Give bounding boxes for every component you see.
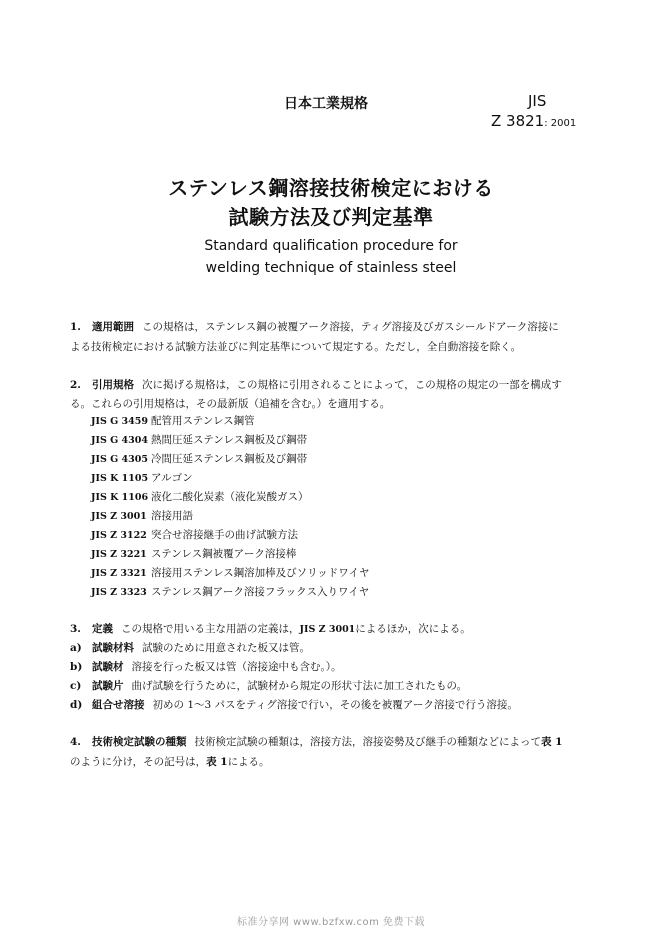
reference-code: JIS K 1106 <box>91 492 149 503</box>
section-1-number: 1. <box>70 321 81 333</box>
title-en-line2: welding technique of stainless steel <box>205 260 457 276</box>
definition-term: 試験片 <box>92 680 124 692</box>
definition-item <box>70 657 518 676</box>
reference-code: JIS G 3459 <box>91 416 148 427</box>
standard-number <box>491 112 576 130</box>
footer-watermark: 标准分享网 www.bzfxw.com 免费下载 <box>237 917 425 928</box>
reference-name: ステンレス鋼被覆アーク溶接棒 <box>151 548 297 560</box>
title-en-line1: Standard qualification procedure for <box>204 238 458 254</box>
section-3-line1 <box>70 619 471 640</box>
standard-year: : 2001 <box>544 118 577 129</box>
section-3-text-b: によるほか，次による。 <box>355 623 471 635</box>
definition-label: b) <box>70 661 83 673</box>
reference-name: 突合せ溶接継手の曲げ試験方法 <box>151 529 298 541</box>
reference-item <box>91 449 369 468</box>
reference-item <box>91 582 369 601</box>
section-4-line2 <box>70 752 270 772</box>
section-2-text2: る。これらの引用規格は，その最新版（追補を含む。）を適用する。 <box>70 398 391 410</box>
reference-item <box>91 468 369 487</box>
title-ja-line1: ステンレス鋼溶接技術検定における <box>168 176 494 200</box>
reference-code: JIS K 1105 <box>91 473 149 484</box>
definition-text: 曲げ試験を行うために，試験材から規定の形状寸法に加工されたもの。 <box>131 680 468 692</box>
reference-name: 溶接用語 <box>151 510 193 522</box>
section-2-heading: 引用規格 <box>92 379 134 391</box>
reference-name: 溶接用ステンレス鋼溶加棒及びソリッドワイヤ <box>151 567 370 579</box>
section-1-heading: 適用範囲 <box>92 321 134 333</box>
section-2-text1: 次に掲げる規格は，この規格に引用されることによって，この規格の規定の一部を構成す <box>142 379 562 391</box>
reference-name: ステンレス鋼アーク溶接フラックス入りワイヤ <box>151 586 370 598</box>
definition-list <box>70 638 518 714</box>
reference-name: 液化二酸化炭素（液化炭酸ガス） <box>151 491 309 503</box>
reference-name: 配管用ステンレス鋼管 <box>151 415 255 427</box>
reference-code: JIS Z 3001 <box>91 511 147 522</box>
definition-label: a) <box>70 642 82 654</box>
section-4-line1 <box>70 732 562 752</box>
definition-item <box>70 638 518 657</box>
section-3-heading: 定義 <box>92 623 113 635</box>
definition-text: 溶接を行った板又は管（溶接途中も含む。）。 <box>131 661 342 673</box>
definition-label: c) <box>70 680 82 692</box>
reference-code: JIS Z 3122 <box>91 530 147 541</box>
section-1-text1: この規格は，ステンレス鋼の被覆アーク溶接，ティグ溶接及びガスシールドアーク溶接に <box>142 321 559 333</box>
reference-item <box>91 544 369 563</box>
reference-name: アルゴン <box>151 472 193 484</box>
section-3-ref: JIS Z 3001 <box>299 624 356 635</box>
definition-item <box>70 695 518 714</box>
section-1-line1 <box>70 317 559 337</box>
definition-text: 初めの 1～3 パスをティグ溶接で行い，その後を被覆アーク溶接で行う溶接。 <box>152 699 518 711</box>
section-1-text2: よる技術検定における試験方法並びに判定基準について規定する。ただし，全自動溶接を除く。 <box>70 341 522 353</box>
reference-code: JIS G 4304 <box>91 435 148 446</box>
reference-item <box>91 525 369 544</box>
standard-number-code: Z 3821 <box>491 112 545 130</box>
definition-item <box>70 676 518 695</box>
section-4-text2a: のように分け，その記号は， <box>70 756 207 768</box>
section-2-number: 2. <box>70 379 81 391</box>
reference-code: JIS Z 3321 <box>91 568 147 579</box>
table-ref-1: 表 1 <box>541 736 563 748</box>
section-4-text1: 技術検定試験の種類は，溶接方法，溶接姿勢及び継手の種類などによって <box>194 736 541 748</box>
jis-label: JIS <box>528 92 547 110</box>
reference-name: 冷間圧延ステンレス鋼板及び鋼帯 <box>151 453 308 465</box>
reference-item <box>91 506 369 525</box>
definition-text: 試験のために用意された板又は管。 <box>142 642 310 654</box>
reference-code: JIS G 4305 <box>91 454 148 465</box>
reference-item <box>91 563 369 582</box>
section-4-heading: 技術検定試験の種類 <box>92 736 187 748</box>
section-4-number: 4. <box>70 736 81 748</box>
definition-term: 試験材料 <box>92 642 134 654</box>
section-3-text-a: この規格で用いる主な用語の定義は， <box>121 623 300 635</box>
section-2-line1 <box>70 375 562 395</box>
reference-code: JIS Z 3221 <box>91 549 147 560</box>
reference-item <box>91 487 369 506</box>
standard-org-label: 日本工業規格 <box>284 96 368 112</box>
section-3-number: 3. <box>70 623 81 635</box>
definition-term: 組合せ溶接 <box>92 699 145 711</box>
table-ref-2: 表 1 <box>206 756 228 768</box>
title-ja-line2: 試験方法及び判定基準 <box>228 205 434 229</box>
reference-name: 熱間圧延ステンレス鋼板及び鋼帯 <box>151 434 308 446</box>
reference-item <box>91 411 369 430</box>
reference-item <box>91 430 369 449</box>
definition-label: d) <box>70 699 83 711</box>
definition-term: 試験材 <box>92 661 124 673</box>
section-4-text2b: による。 <box>227 756 270 768</box>
reference-code: JIS Z 3323 <box>91 587 147 598</box>
reference-list <box>91 411 369 601</box>
